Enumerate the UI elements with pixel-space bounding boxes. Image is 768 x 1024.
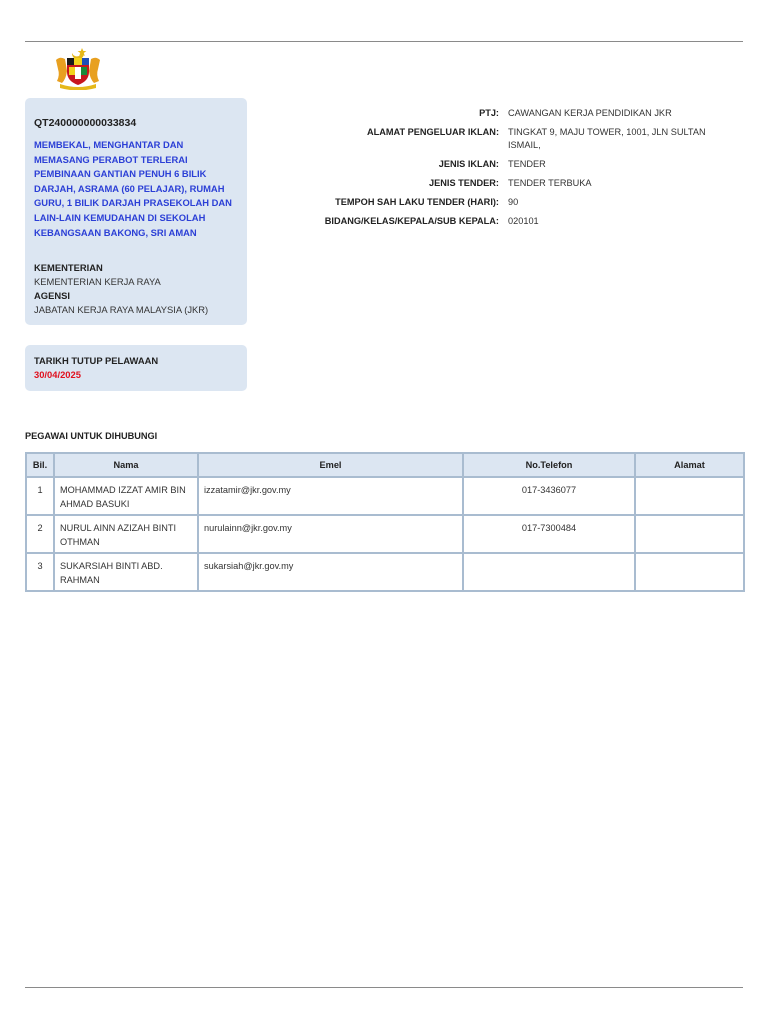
contact-email[interactable]: nurulainn@jkr.gov.my [198, 515, 463, 553]
table-header-row [26, 453, 744, 477]
contact-email[interactable]: izzatamir@jkr.gov.my [198, 477, 463, 515]
tender-details [260, 106, 730, 233]
row-number: 2 [26, 515, 54, 553]
agency-label: AGENSI [34, 290, 70, 301]
contact-address [635, 553, 744, 591]
table-row [26, 477, 744, 515]
bottom-divider [25, 987, 743, 988]
contact-email[interactable]: sukarsiah@jkr.gov.my [198, 553, 463, 591]
detail-row-ad-type [260, 157, 730, 171]
contacts-heading: PEGAWAI UNTUK DIHUBUNGI [25, 431, 158, 441]
table-row [26, 553, 744, 591]
contact-phone: 017-7300484 [463, 515, 635, 553]
contacts-table [25, 452, 745, 592]
column-header: Bil. [26, 453, 54, 477]
detail-row-validity [260, 195, 730, 209]
address-value: TINGKAT 9, MAJU TOWER, 1001, JLN SULTAN ISMAIL, [508, 127, 706, 150]
field-label: BIDANG/KELAS/KEPALA/SUB KEPALA: [324, 216, 499, 226]
column-header: Nama [54, 453, 198, 477]
table-row [26, 515, 744, 553]
tender-reference: QT240000000033834 [34, 117, 137, 129]
coat-of-arms-icon [50, 46, 106, 90]
closing-date-card [25, 345, 247, 391]
address-label: ALAMAT PENGELUAR IKLAN: [366, 127, 499, 137]
closing-date-value: 30/04/2025 [34, 369, 81, 380]
ministry-label: KEMENTERIAN [34, 262, 103, 273]
closing-date-label: TARIKH TUTUP PELAWAAN [34, 355, 159, 366]
tender-title: MEMBEKAL, MENGHANTAR DAN MEMASANG PERABOT TERLERAI PEMBINAAN GANTIAN PENUH 6 BILIK DARJAH, ASRAMA (60 PELAJAR), RUMAH GURU, 1 BILIK DARJAH PRASEKOLAH DAN LAIN-LAIN KEMUDAHAN DI SEKOLAH KEBANGSAAN BAKONG, SRI AMAN [34, 139, 232, 238]
validity-value: 90 [508, 197, 519, 207]
contact-address [635, 477, 744, 515]
contact-name: MOHAMMAD IZZAT AMIR BIN AHMAD BASUKI [54, 477, 198, 515]
ptj-label: PTJ: [479, 108, 499, 118]
row-number: 3 [26, 553, 54, 591]
tender-summary-card [25, 98, 247, 325]
validity-label: TEMPOH SAH LAKU TENDER (HARI): [335, 197, 499, 207]
ad-type-label: JENIS IKLAN: [438, 159, 499, 169]
ptj-value: CAWANGAN KERJA PENDIDIKAN JKR [508, 108, 672, 118]
top-divider [25, 41, 743, 42]
contact-address [635, 515, 744, 553]
column-header: Emel [198, 453, 463, 477]
row-number: 1 [26, 477, 54, 515]
ad-type-value: TENDER [508, 159, 546, 169]
field-value: 020101 [508, 216, 539, 226]
contact-phone [463, 553, 635, 591]
detail-row-ptj [260, 106, 730, 120]
contact-name: SUKARSIAH BINTI ABD. RAHMAN [54, 553, 198, 591]
tender-type-label: JENIS TENDER: [429, 178, 499, 188]
detail-row-tender-type [260, 176, 730, 190]
contact-phone: 017-3436077 [463, 477, 635, 515]
ministry-value: KEMENTERIAN KERJA RAYA [34, 276, 161, 287]
detail-row-address [260, 125, 730, 152]
column-header: No.Telefon [463, 453, 635, 477]
detail-row-field [260, 214, 730, 228]
column-header: Alamat [635, 453, 744, 477]
tender-type-value: TENDER TERBUKA [508, 178, 592, 188]
agency-value: JABATAN KERJA RAYA MALAYSIA (JKR) [34, 304, 209, 315]
contact-name: NURUL AINN AZIZAH BINTI OTHMAN [54, 515, 198, 553]
